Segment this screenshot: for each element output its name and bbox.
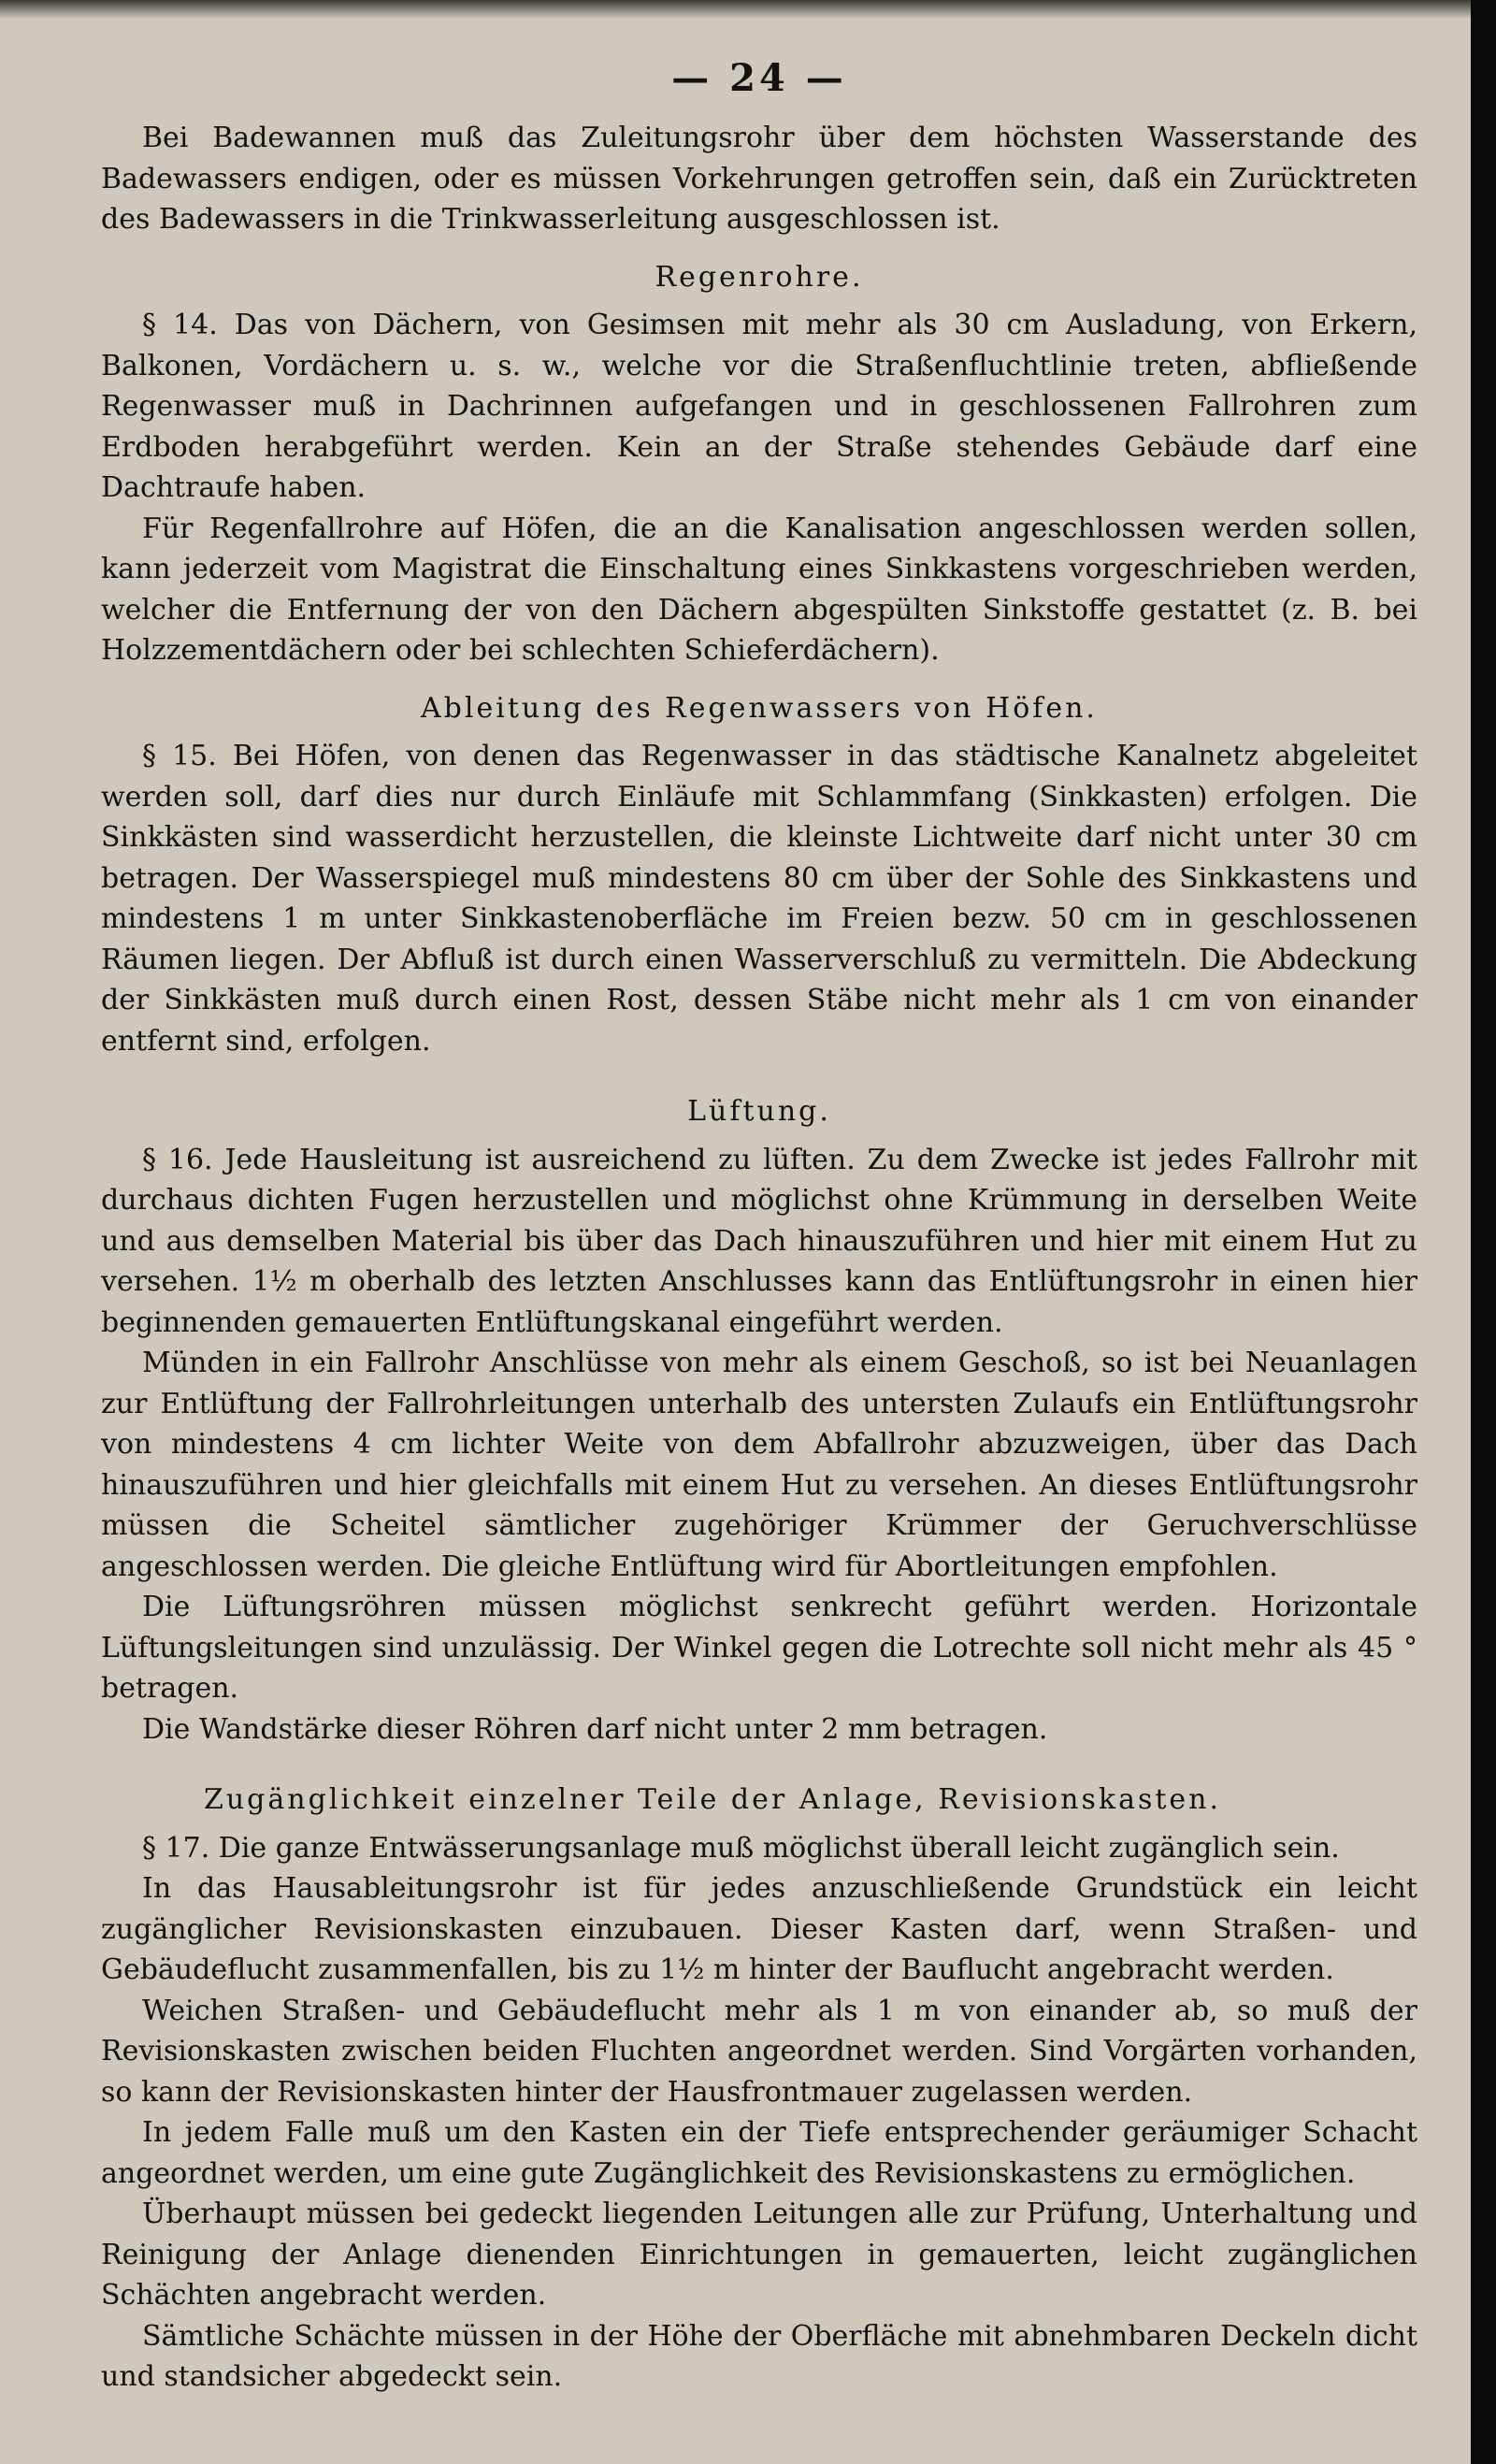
paragraph-17: § 17. Die ganze Entwässerungsanlage muß möglichst überall leicht zugänglich sein. bbox=[142, 1831, 1340, 1865]
paragraph-16-anschluesse: Münden in ein Fallrohr Anschlüsse von mehr als einem Geschoß, so ist bei Neuanlagen zur Entlüftung der Fallrohrleitungen unterhalb des untersten Zulaufs ein Entlüftungsrohr von mindestens 4 cm lichter Weite von dem Abfallrohr abzuzweigen, über das Dach hinauszuführen und hier gleichfalls mit einem Hut zu versehen. An dieses Entlüftungsrohr müssen die Scheitel sämtlicher zugehöriger Krümmer der Geruchverschlüsse angeschlossen werden. Die gleiche Entlüftung wird für Abortleitungen empfohlen. bbox=[101, 1347, 1417, 1583]
paragraph-15: § 15. Bei Höfen, von denen das Regenwasser in das städtische Kanalnetz abgeleitet werden soll, darf dies nur durch Einläufe mit Schlammfang (Sinkkasten) erfolgen. Die Sinkkästen sind wasserdicht herzustellen, die kleinste Lichtweite darf nicht unter 30 cm betragen. Der Wasserspiegel muß mindestens 80 cm über der Sohle des Sinkkastens und mindestens 1 m unter Sinkkastenoberfläche im Freien bezw. 50 cm in geschlossenen Räumen liegen. Der Abfluß ist durch einen Wasserverschluß zu vermitteln. Die Abdeckung der Sinkkästen muß durch einen Rost, dessen Stäbe nicht mehr als 1 cm von einander entfernt sind, erfolgen. bbox=[101, 740, 1417, 1058]
spacer bbox=[101, 1750, 1417, 1763]
paragraph-17-leitungen: Überhaupt müssen bei gedeckt liegenden Leitungen alle zur Prüfung, Unterhaltung und Reinigung der Anlage dienenden Einrichtungen in gemauerten, leicht zugänglichen Schächten angebracht werden. bbox=[101, 2197, 1417, 2312]
heading-regenrohre: Regenrohre. bbox=[654, 260, 864, 294]
paragraph-17-schacht: In jedem Falle muß um den Kasten ein der Tiefe entsprechender geräumiger Schacht angeordnet werden, um eine gute Zugänglichkeit des Revisionskastens zu ermöglichen. bbox=[101, 2116, 1417, 2190]
heading-ableitung: Ableitung des Regenwassers von Höfen. bbox=[421, 691, 1098, 725]
heading-lueftung: Lüftung. bbox=[687, 1095, 831, 1128]
paragraph-17-hausableitungsrohr: In das Hausableitungsrohr ist für jedes anzuschließende Grundstück ein leicht zugänglicher Revisionskasten einzubauen. Dieser Kasten darf, wenn Straßen- und Gebäudeflucht zusammenfallen, bis zu 1½ m hinter der Bauflucht angebracht werden. bbox=[101, 1872, 1417, 1986]
paragraph-16-lueftungsroehren: Die Lüftungsröhren müssen möglichst senkrecht geführt werden. Horizontale Lüftungsleitungen sind unzulässig. Der Winkel gegen die Lotrechte soll nicht mehr als 45 ° betragen. bbox=[101, 1591, 1417, 1705]
scan-border-right bbox=[1471, 0, 1496, 2464]
page-number: — 24 — bbox=[671, 56, 847, 100]
spacer bbox=[101, 1061, 1417, 1074]
paragraph-17-strassenflucht: Weichen Straßen- und Gebäudeflucht mehr als 1 m von einander ab, so muß der Revisionskasten zwischen beiden Fluchten angeordnet werden. Sind Vorgärten vorhanden, so kann der Revisionskasten hinter der Hausfrontmauer zugelassen werden. bbox=[101, 1994, 1417, 2109]
paragraph-16: § 16. Jede Hausleitung ist ausreichend zu lüften. Zu dem Zwecke ist jedes Fallrohr mit durchaus dichten Fugen herzustellen und möglichst ohne Krümmung in derselben Weite und aus demselben Material bis über das Dach hinauszuführen und hier mit einem Hut zu versehen. 1½ m oberhalb des letzten Anschlusses kann das Entlüftungsrohr in einen hier beginnenden gemauerten Entlüftungskanal eingeführt werden. bbox=[101, 1143, 1417, 1339]
paragraph-14: § 14. Das von Dächern, von Gesimsen mit mehr als 30 cm Ausladung, von Erkern, Balkonen, Vordächern u. s. w., welche vor die Straßenfluchtlinie treten, abfließende Regenwasser muß in Dachrinnen aufgefangen und in geschlossenen Fallrohren zum Erdboden herabgeführt werden. Kein an der Straße stehendes Gebäude darf eine Dachtraufe haben. bbox=[101, 309, 1417, 504]
text-block bbox=[101, 56, 1417, 2398]
page-top-shadow bbox=[0, 0, 1496, 19]
paragraph-17-schaechte: Sämtliche Schächte müssen in der Höhe der Oberfläche mit abnehmbaren Deckeln dicht und standsicher abgedeckt sein. bbox=[101, 2319, 1417, 2393]
paragraph-16-wandstaerke: Die Wandstärke dieser Röhren darf nicht unter 2 mm betragen. bbox=[142, 1712, 1048, 1746]
intro-paragraph: Bei Badewannen muß das Zuleitungsrohr über dem höchsten Wasserstande des Badewassers endigen, oder es müssen Vorkehrungen getroffen sein, daß ein Zurücktreten des Badewassers in die Trinkwasserleitung ausgeschlossen ist. bbox=[101, 122, 1417, 236]
heading-zugaenglichkeit: Zugänglichkeit einzelner Teile der Anlage, Revisionskasten. bbox=[204, 1783, 1222, 1816]
paragraph-14-regenfallrohre: Für Regenfallrohre auf Höfen, die an die Kanalisation angeschlossen werden sollen, kann jederzeit vom Magistrat die Einschaltung eines Sinkkastens vorgeschrieben werden, welcher die Entfernung der von den Dächern abgespülten Sinkstoffe gestattet (z. B. bei Holzzementdächern oder bei schlechten Schieferdächern). bbox=[101, 512, 1417, 667]
